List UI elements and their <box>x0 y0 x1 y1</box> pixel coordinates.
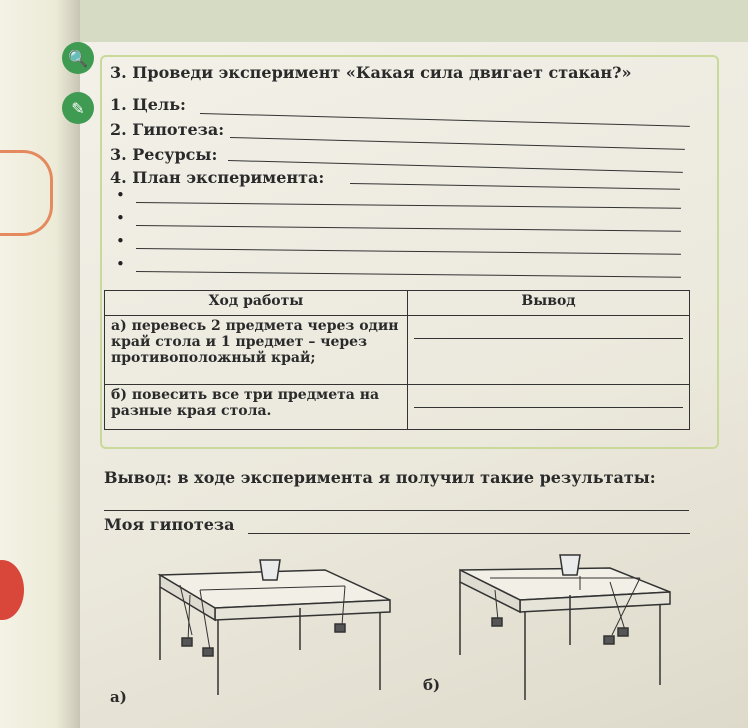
magnifier-icon: 🔍 <box>62 42 94 74</box>
table-figure-b <box>460 555 670 700</box>
decorative-ball <box>0 560 24 620</box>
answer-line[interactable] <box>414 407 683 408</box>
hypothesis-text: Моя гипотеза <box>104 515 235 534</box>
step-cell: б) повесить все три предмета на разные края стола. <box>105 385 408 430</box>
pencil-icon: ✎ <box>62 92 94 124</box>
task-title: 3. Проведи эксперимент «Какая сила двигает стакан?» <box>110 63 632 82</box>
plan-bullet: • <box>116 232 125 250</box>
hypothesis-item-label: 2. Гипотеза: <box>110 120 225 139</box>
conclusion-line[interactable] <box>104 510 689 511</box>
step-cell: а) перевесь 2 предмета через один край стола и 1 предмет – через противоположный край; <box>105 316 408 385</box>
plan-bullet: • <box>116 209 125 227</box>
resources-label: 3. Ресурсы: <box>110 145 218 164</box>
experiment-illustration <box>140 550 700 720</box>
conclusion-cell[interactable] <box>408 316 690 385</box>
table-row <box>105 385 690 430</box>
conclusion-text: Вывод: в ходе эксперимента я получил такие результаты: <box>104 468 656 487</box>
table-figure-a <box>160 560 390 695</box>
column-header-procedure: Ход работы <box>105 291 408 316</box>
figure-b-label: б) <box>423 676 441 694</box>
goal-label: 1. Цель: <box>110 95 186 114</box>
decorative-shape <box>0 150 53 236</box>
table-row <box>105 316 690 385</box>
conclusion-cell[interactable] <box>408 385 690 430</box>
plan-bullet: • <box>116 255 125 273</box>
hypothesis-answer-line[interactable] <box>248 533 690 534</box>
plan-label: 4. План эксперимента: <box>110 168 325 187</box>
header-band <box>80 0 748 42</box>
plan-bullet: • <box>116 186 125 204</box>
experiment-table <box>104 290 690 430</box>
answer-line[interactable] <box>414 338 683 339</box>
workbook-page <box>68 0 748 728</box>
figure-a-label: а) <box>110 688 127 706</box>
column-header-conclusion: Вывод <box>408 291 690 316</box>
